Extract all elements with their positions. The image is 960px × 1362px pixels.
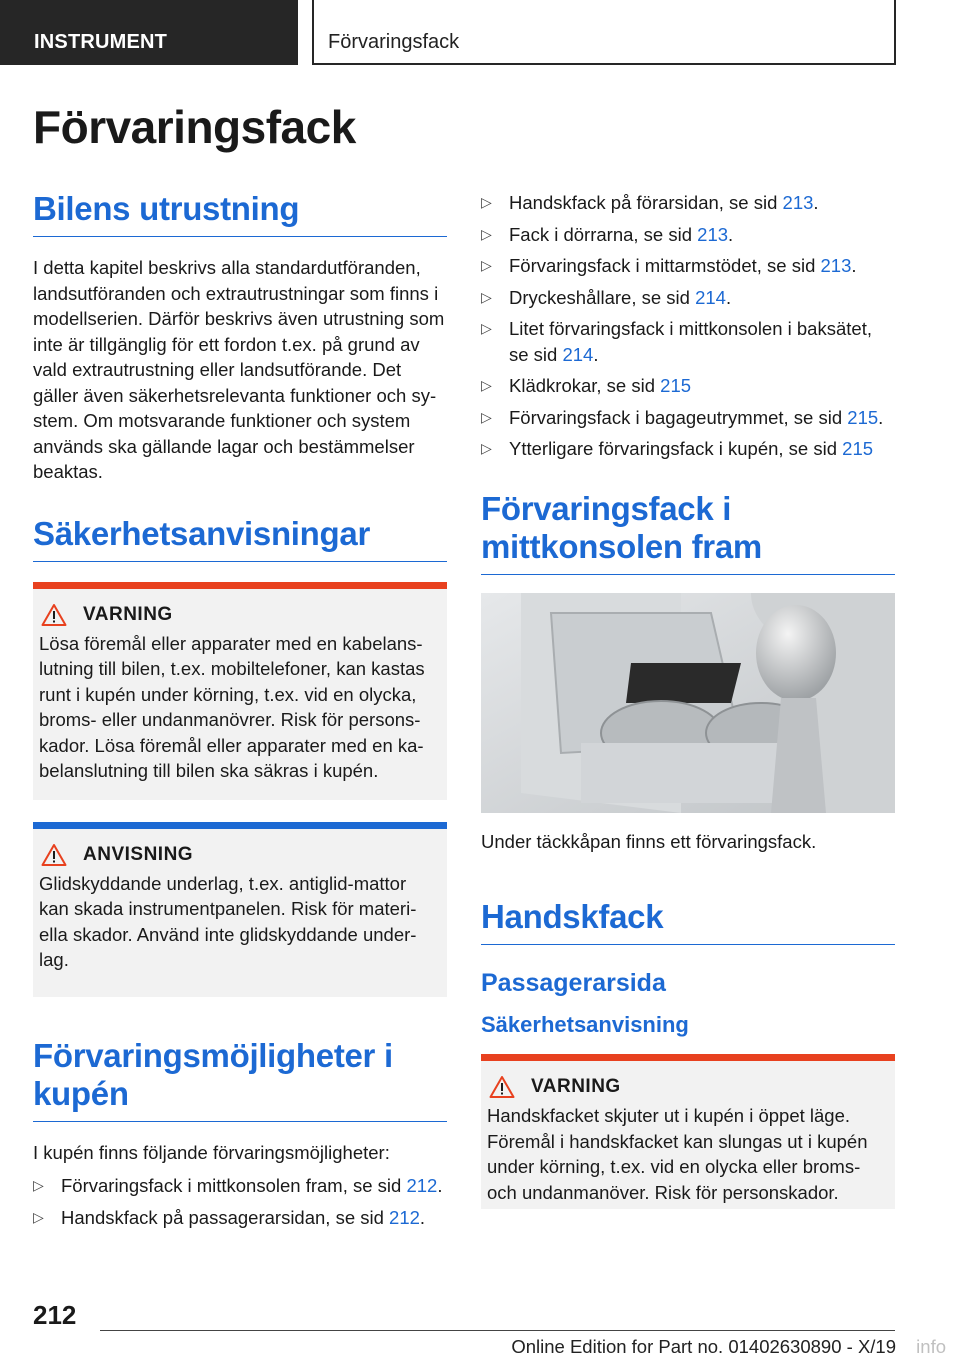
list-item-tail: . bbox=[725, 286, 732, 308]
list-item-tail: . bbox=[813, 192, 819, 213]
warning-triangle-icon bbox=[41, 603, 67, 627]
page-header bbox=[0, 0, 960, 66]
heading-glovebox: Handskfack bbox=[481, 898, 895, 945]
bullet-arrow-icon: ▷ bbox=[481, 257, 492, 273]
list-item-text: Litet förvaringsfack i mittkonsolen i baksätet, se sid bbox=[509, 318, 872, 365]
page-title: Förvaringsfack bbox=[33, 101, 356, 153]
list-item bbox=[481, 222, 895, 248]
list-item-text: Handskfack på passagerarsidan, se sid bbox=[61, 1206, 390, 1228]
subheading-safety-note: Säkerhetsanvisning bbox=[481, 1012, 689, 1037]
list-item-text: Förvaringsfack i mittarmstödet, se sid bbox=[509, 255, 821, 276]
footer-edition: Online Edition for Part no. 01402630890 - X/19 bbox=[511, 1336, 896, 1357]
page-ref-link[interactable]: 215 bbox=[842, 438, 874, 459]
list-item bbox=[481, 436, 895, 462]
left-column bbox=[33, 190, 447, 1236]
chapter-tab: Förvaringsfack bbox=[312, 0, 896, 65]
section-tab: INSTRUMENT bbox=[0, 0, 298, 65]
list-item-tail: . bbox=[437, 1175, 443, 1196]
warning-header bbox=[33, 603, 437, 627]
list-item bbox=[481, 405, 895, 431]
list-item-tail: . bbox=[593, 343, 599, 365]
page-ref-link[interactable]: 214 bbox=[562, 343, 594, 365]
storage-list-left bbox=[33, 1173, 447, 1230]
list-item-text: Förvaringsfack i mittkonsolen fram, se sid bbox=[61, 1175, 407, 1196]
page-ref-link[interactable]: 213 bbox=[782, 192, 814, 213]
heading-storage: Förvaringsmöjligheter i kupén bbox=[33, 1037, 447, 1122]
list-item-tail: . bbox=[419, 1206, 426, 1228]
list-item bbox=[33, 1173, 447, 1199]
warning-title: VARNING bbox=[531, 1076, 621, 1097]
page-ref-link[interactable]: 214 bbox=[695, 286, 726, 308]
heading-console: Förvaringsfack i mittkonsolen fram bbox=[481, 490, 895, 575]
bullet-arrow-icon: ▷ bbox=[481, 194, 492, 210]
subheading-passenger-side: Passagerarsida bbox=[481, 969, 666, 997]
warning-title: VARNING bbox=[83, 603, 173, 625]
warning-box bbox=[33, 582, 447, 800]
warning-triangle-icon bbox=[41, 843, 67, 867]
storage-list-right bbox=[481, 190, 895, 462]
heading-safety: Säkerhetsanvisningar bbox=[33, 515, 447, 562]
page-ref-link[interactable]: 215 bbox=[660, 375, 692, 396]
list-item bbox=[481, 316, 895, 367]
page-ref-link[interactable]: 212 bbox=[406, 1175, 438, 1196]
bullet-arrow-icon: ▷ bbox=[481, 225, 492, 242]
page-number: 212 bbox=[33, 1300, 77, 1330]
bullet-arrow-icon: ▷ bbox=[481, 408, 492, 425]
warning-triangle-icon bbox=[489, 1075, 515, 1099]
bullet-arrow-icon: ▷ bbox=[481, 288, 492, 305]
glovebox-warning-box bbox=[481, 1054, 895, 1209]
list-item-text: Klädkrokar, se sid bbox=[509, 375, 661, 396]
footer-divider bbox=[100, 1330, 895, 1331]
bullet-arrow-icon: ▷ bbox=[33, 1177, 44, 1193]
watermark-text: info bbox=[916, 1336, 946, 1357]
list-item bbox=[33, 1205, 447, 1231]
list-item-tail: . bbox=[878, 406, 884, 428]
notice-box bbox=[33, 822, 447, 997]
center-console-photo bbox=[481, 593, 895, 813]
equipment-text: I detta kapitel beskrivs alla standardutföranden, landsutföranden och extrautrustningar som finns i modellserien. Därför beskrivs även utrustning som inte är tillgänglig för ett fordon t.ex. på grund av vald extrautrustning eller landsutförande. Det gäller även säkerhetsrelevanta funktioner och sy-stem. Om motsvarande funktioner och system används ska gällande lagar och bestämmelser beaktas. bbox=[33, 257, 445, 482]
list-item bbox=[481, 373, 895, 399]
page-ref-link[interactable]: 215 bbox=[847, 406, 879, 428]
notice-header bbox=[33, 843, 437, 867]
list-item-tail: . bbox=[728, 223, 734, 245]
warning-header bbox=[481, 1075, 885, 1099]
page-ref-link[interactable]: 212 bbox=[389, 1206, 420, 1228]
bullet-arrow-icon: ▷ bbox=[33, 1208, 44, 1225]
list-item-tail: . bbox=[851, 255, 857, 276]
bullet-arrow-icon: ▷ bbox=[481, 377, 492, 393]
storage-intro: I kupén finns följande förvaringsmöjligheter: bbox=[33, 1141, 390, 1163]
bullet-arrow-icon: ▷ bbox=[481, 440, 492, 456]
warning-text: Handskfacket skjuter ut i kupén i öppet läge. Föremål i handskfacket kan slungas ut i kupén under körning, t.ex. vid en olycka eller broms- och undanmanöver. Risk för personskador. bbox=[487, 1105, 868, 1203]
page-ref-link[interactable]: 213 bbox=[697, 223, 729, 245]
list-item bbox=[481, 285, 895, 311]
right-column bbox=[481, 190, 895, 1209]
list-item bbox=[481, 253, 895, 279]
list-item-text: Dryckeshållare, se sid bbox=[509, 286, 696, 308]
list-item-text: Fack i dörrarna, se sid bbox=[509, 223, 698, 245]
heading-equipment: Bilens utrustning bbox=[33, 190, 447, 237]
bullet-arrow-icon: ▷ bbox=[481, 320, 492, 336]
page-ref-link[interactable]: 213 bbox=[820, 255, 852, 276]
console-caption: Under täckkåpan finns ett förvaringsfack. bbox=[481, 830, 817, 852]
list-item-text: Förvaringsfack i bagageutrymmet, se sid bbox=[509, 406, 848, 428]
list-item-text: Ytterligare förvaringsfack i kupén, se sid bbox=[509, 438, 843, 459]
notice-title: ANVISNING bbox=[83, 843, 194, 865]
list-item bbox=[481, 190, 895, 216]
list-item-text: Handskfack på förarsidan, se sid bbox=[509, 192, 783, 213]
warning-text: Lösa föremål eller apparater med en kabelans-lutning till bilen, t.ex. mobiltelefoner, kan kastas runt i kupén under körning, t.ex. vid en olycka, broms- eller undanmanövrer. Risk för persons-kador. Lösa föremål eller apparater med en ka-belanslutning till bilen ska säkras i kupén. bbox=[39, 632, 425, 781]
notice-text: Glidskyddande underlag, t.ex. antiglid-mattor kan skada instrumentpanelen. Risk för materi-ella skador. Använd inte glidskyddande under-lag. bbox=[39, 872, 417, 970]
